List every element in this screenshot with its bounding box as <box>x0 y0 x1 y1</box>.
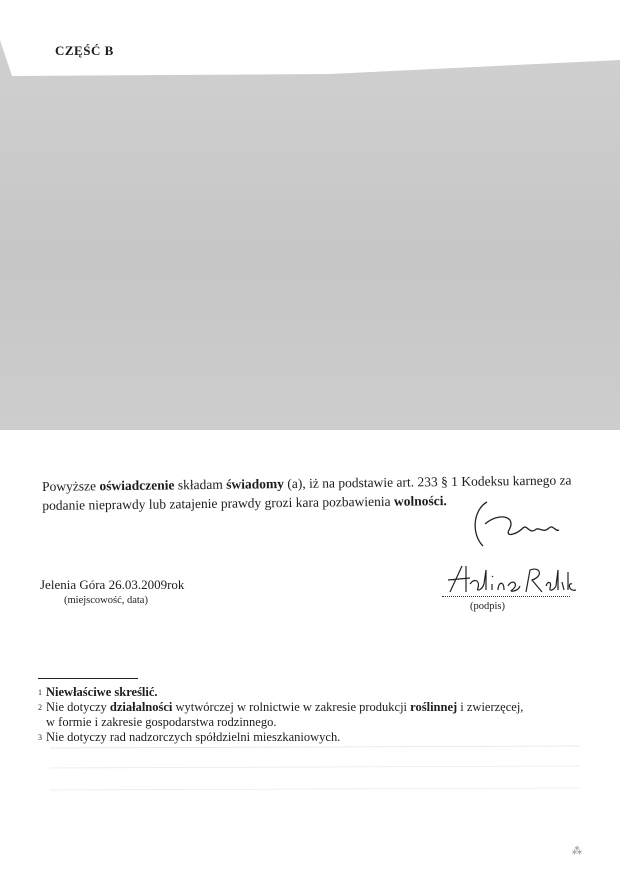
footnotes <box>38 685 558 745</box>
footnote-2: $^2$ Nie dotyczy działalności wytwórczej w rolnictwie w zakresie produkcji roślinnej i zwierzęcej, <box>38 700 524 714</box>
footnote-1: $^1$ Niewłaściwe skreślić. <box>38 685 158 699</box>
scan-speck: ⁂ <box>572 846 582 857</box>
handwritten-signature <box>440 562 580 600</box>
show-through-lines <box>50 740 580 800</box>
initials-signature <box>465 494 575 550</box>
footnote-rule <box>38 678 138 679</box>
footnote-2-continuation: w formie i zakresie gospodarstwa rodzinnego. <box>46 715 277 729</box>
signature-line <box>442 596 570 597</box>
place-date-caption: (miejscowość, data) <box>64 595 148 606</box>
section-title: CZĘŚĆ B <box>55 43 114 58</box>
place-and-date: Jelenia Góra 26.03.2009rok <box>40 577 185 592</box>
signature-caption: (podpis) <box>470 601 505 612</box>
declaration-statement: Powyższe oświadczenie składam świadomy (a), iż na podstawie art. 233 § 1 Kodeksu karnego za podanie nieprawdy lub zatajenie prawdy grozi kara pozbawienia wolności. <box>42 472 572 513</box>
footnote-3: $^3$ Nie dotyczy rad nadzorczych spółdzielni mieszkaniowych. <box>38 730 341 744</box>
